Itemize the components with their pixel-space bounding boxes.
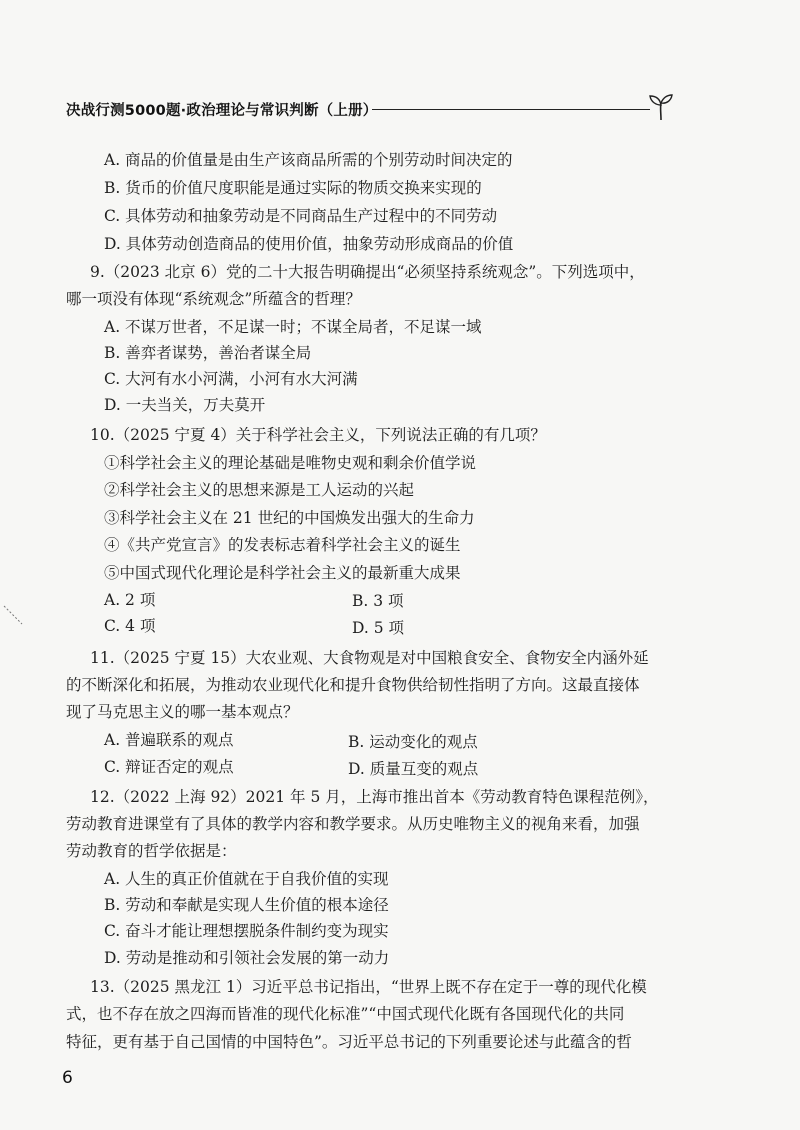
q8-option-c: C. 具体劳动和抽象劳动是不同商品生产过程中的不同劳动	[104, 207, 498, 225]
q12-stem-line-2: 劳动教育进课堂有了具体的教学内容和教学要求。从历史唯物主义的视角来看，加强	[66, 815, 640, 833]
q11-option-d: D. 质量互变的观点	[348, 760, 479, 778]
q8-option-a: A. 商品的价值量是由生产该商品所需的个别劳动时间决定的	[104, 151, 513, 169]
sprout-icon	[648, 93, 674, 121]
q10-option-b: B. 3 项	[352, 592, 404, 610]
q10-option-a: A. 2 项	[104, 591, 156, 609]
q9-option-b: B. 善弈者谋势，善治者谋全局	[104, 344, 312, 362]
q13-stem-line-3: 特征，更有基于自己国情的中国特色”。习近平总书记的下列重要论述与此蕴含的哲	[66, 1033, 632, 1051]
q10-statement-3: ③科学社会主义在 21 世纪的中国焕发出强大的生命力	[104, 509, 475, 527]
q11-stem-line-1: 11.（2025 宁夏 15）大农业观、大食物观是对中国粮食安全、食物安全内涵外延	[90, 649, 649, 667]
q9-option-d: D. 一夫当关，万夫莫开	[104, 396, 266, 414]
q11-option-b: B. 运动变化的观点	[348, 733, 478, 751]
scan-artifact	[0, 600, 30, 630]
q12-option-a: A. 人生的真正价值就在于自我价值的实现	[104, 870, 389, 888]
q11-stem-line-2: 的不断深化和拓展，为推动农业现代化和提升食物供给韧性指明了方向。这最直接体	[66, 676, 640, 694]
q10-statement-5: ⑤中国式现代化理论是科学社会主义的最新重大成果	[104, 564, 461, 582]
q10-statement-2: ②科学社会主义的思想来源是工人运动的兴起	[104, 481, 415, 499]
q13-stem-line-1: 13.（2025 黑龙江 1）习近平总书记指出，“世界上既不存在定于一尊的现代化模	[90, 978, 647, 996]
q12-option-c: C. 奋斗才能让理想摆脱条件制约变为现实	[104, 922, 389, 940]
header-title: 决战行测5000题·政治理论与常识判断（上册）	[66, 103, 378, 119]
q9-option-a: A. 不谋万世者，不足谋一时；不谋全局者，不足谋一域	[104, 318, 482, 336]
header-rule	[372, 109, 650, 110]
q12-stem-line-3: 劳动教育的哲学依据是：	[66, 842, 237, 860]
q8-option-b: B. 货币的价值尺度职能是通过实际的物质交换来实现的	[104, 179, 482, 197]
q9-stem-line-1: 9.（2023 北京 6）党的二十大报告明确提出“必须坚持系统观念”。下列选项中，	[90, 263, 645, 281]
q8-option-d: D. 具体劳动创造商品的使用价值，抽象劳动形成商品的价值	[104, 235, 514, 253]
q9-option-c: C. 大河有水小河满，小河有水大河满	[104, 370, 358, 388]
q11-option-a: A. 普遍联系的观点	[104, 731, 234, 749]
page-number: 6	[62, 1068, 73, 1088]
running-header	[66, 97, 666, 127]
q10-statement-4: ④《共产党宣言》的发表标志着科学社会主义的诞生	[104, 536, 461, 554]
q12-stem-line-1: 12.（2022 上海 92）2021 年 5 月，上海市推出首本《劳动教育特色课程范例》，	[90, 788, 659, 806]
q11-stem-line-3: 现了马克思主义的哪一基本观点？	[66, 703, 299, 721]
q10-stem: 10.（2025 宁夏 4）关于科学社会主义，下列说法正确的有几项？	[90, 426, 546, 444]
q10-statement-1: ①科学社会主义的理论基础是唯物史观和剩余价值学说	[104, 454, 477, 472]
q12-option-d: D. 劳动是推动和引领社会发展的第一动力	[104, 949, 390, 967]
q9-stem-line-2: 哪一项没有体现“系统观念”所蕴含的哲理？	[66, 290, 361, 308]
q11-option-c: C. 辩证否定的观点	[104, 758, 234, 776]
q10-option-d: D. 5 项	[352, 619, 405, 637]
q10-option-c: C. 4 项	[104, 617, 156, 635]
q12-option-b: B. 劳动和奉献是实现人生价值的根本途径	[104, 896, 389, 914]
q13-stem-line-2: 式，也不存在放之四海而皆准的现代化标准”“中国式现代化既有各国现代化的共同	[66, 1005, 625, 1023]
